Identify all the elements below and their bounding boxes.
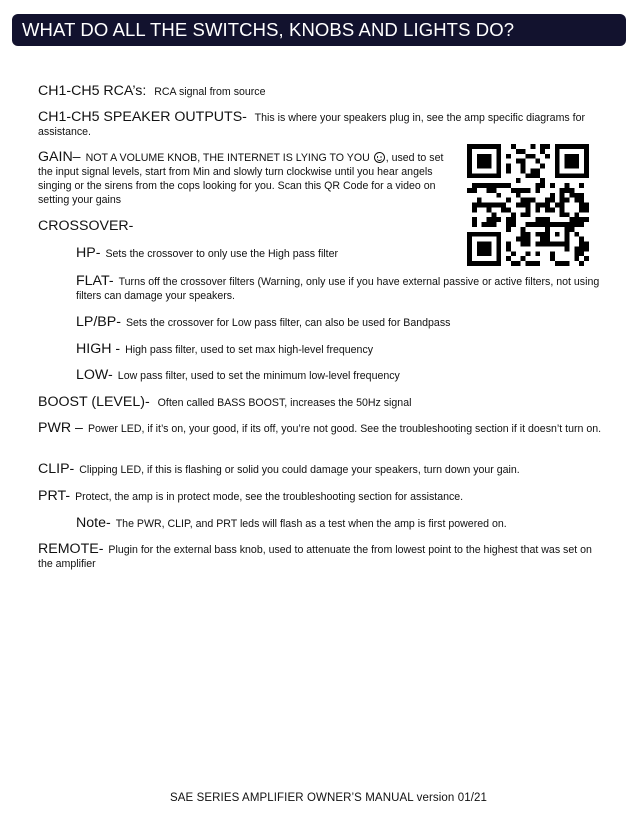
entry-term: BOOST (LEVEL)- <box>38 394 150 410</box>
entry-term: GAIN– <box>38 149 81 165</box>
page-title-bar <box>12 14 626 46</box>
entry-flat <box>76 274 606 303</box>
entry-crossover <box>38 219 608 234</box>
entry-speaker-outputs <box>38 110 608 139</box>
page-title: WHAT DO ALL THE SWITCHS, KNOBS AND LIGHTS DO? <box>22 19 515 40</box>
entry-desc: Protect, the amp is in protect mode, see the troubleshooting section for assistance. <box>75 491 464 503</box>
entry-desc: High pass filter, used to set max high-level frequency <box>125 344 374 356</box>
entry-term: CROSSOVER- <box>38 218 134 234</box>
entry-prt <box>38 489 608 504</box>
entry-term: Note- <box>76 515 111 531</box>
entry-note <box>76 516 606 531</box>
entry-lpbp <box>76 315 606 330</box>
entry-desc-cont: , used to set the input signal levels, start from Min and slowly turn clockwise until you hear angels singing or the sirens from the cops looking for you. Scan this QR Code for a video on setting your gains <box>38 152 444 206</box>
entry-desc: NOT A VOLUME KNOB, THE INTERNET IS LYING TO YOU <box>85 152 370 164</box>
entry-desc: Sets the crossover to only use the High pass filter <box>105 248 339 260</box>
entry-term: LP/BP- <box>76 314 121 330</box>
entry-hp <box>76 246 606 261</box>
entry-term: PWR – <box>38 420 83 436</box>
entry-desc: The PWR, CLIP, and PRT leds will flash as a test when the amp is first powered on. <box>115 518 507 530</box>
entry-desc: Low pass filter, used to set the minimum low-level frequency <box>117 370 400 382</box>
entry-boost <box>38 395 608 410</box>
entry-term: CLIP- <box>38 461 75 477</box>
entry-desc: This is where your speakers plug in, see the amp specific diagrams for assistance. <box>38 112 585 138</box>
entry-low <box>76 368 606 383</box>
entry-clip <box>38 462 608 477</box>
entry-gain <box>38 150 458 207</box>
entry-term: HIGH - <box>76 341 121 357</box>
entry-term: HP- <box>76 245 101 261</box>
entry-remote <box>38 542 608 571</box>
entry-desc: Plugin for the external bass knob, used to attenuate the from lowest point to the highest that was set on the amplifier <box>38 544 592 570</box>
smiley-face-icon <box>374 152 385 163</box>
entry-desc: RCA signal from source <box>154 86 266 98</box>
entry-term: LOW- <box>76 367 113 383</box>
entry-term: CH1-CH5 SPEAKER OUTPUTS- <box>38 109 247 125</box>
entry-high <box>76 342 606 357</box>
entry-desc: Power LED, if it’s on, your good, if its off, you’re not good. See the troubleshooting section if it doesn’t turn on. <box>87 423 602 435</box>
entry-term: PRT- <box>38 488 71 504</box>
page-footer: SAE SERIES AMPLIFIER OWNER’S MANUAL version 01/21 <box>170 792 487 804</box>
entry-desc: Sets the crossover for Low pass filter, can also be used for Bandpass <box>125 317 451 329</box>
entry-term: REMOTE- <box>38 541 104 557</box>
entry-pwr <box>38 421 608 436</box>
entry-term: CH1-CH5 RCA’s: <box>38 83 147 99</box>
entry-desc: Often called BASS BOOST, increases the 50Hz signal <box>157 397 412 409</box>
entry-desc: Turns off the crossover filters (Warning, only use if you have external passive or active filters, not using filters can damage your speakers. <box>76 276 600 302</box>
entry-term: FLAT- <box>76 273 114 289</box>
entry-desc: Clipping LED, if this is flashing or solid you could damage your speakers, turn down your gain. <box>79 464 520 476</box>
entry-rca <box>38 84 608 99</box>
